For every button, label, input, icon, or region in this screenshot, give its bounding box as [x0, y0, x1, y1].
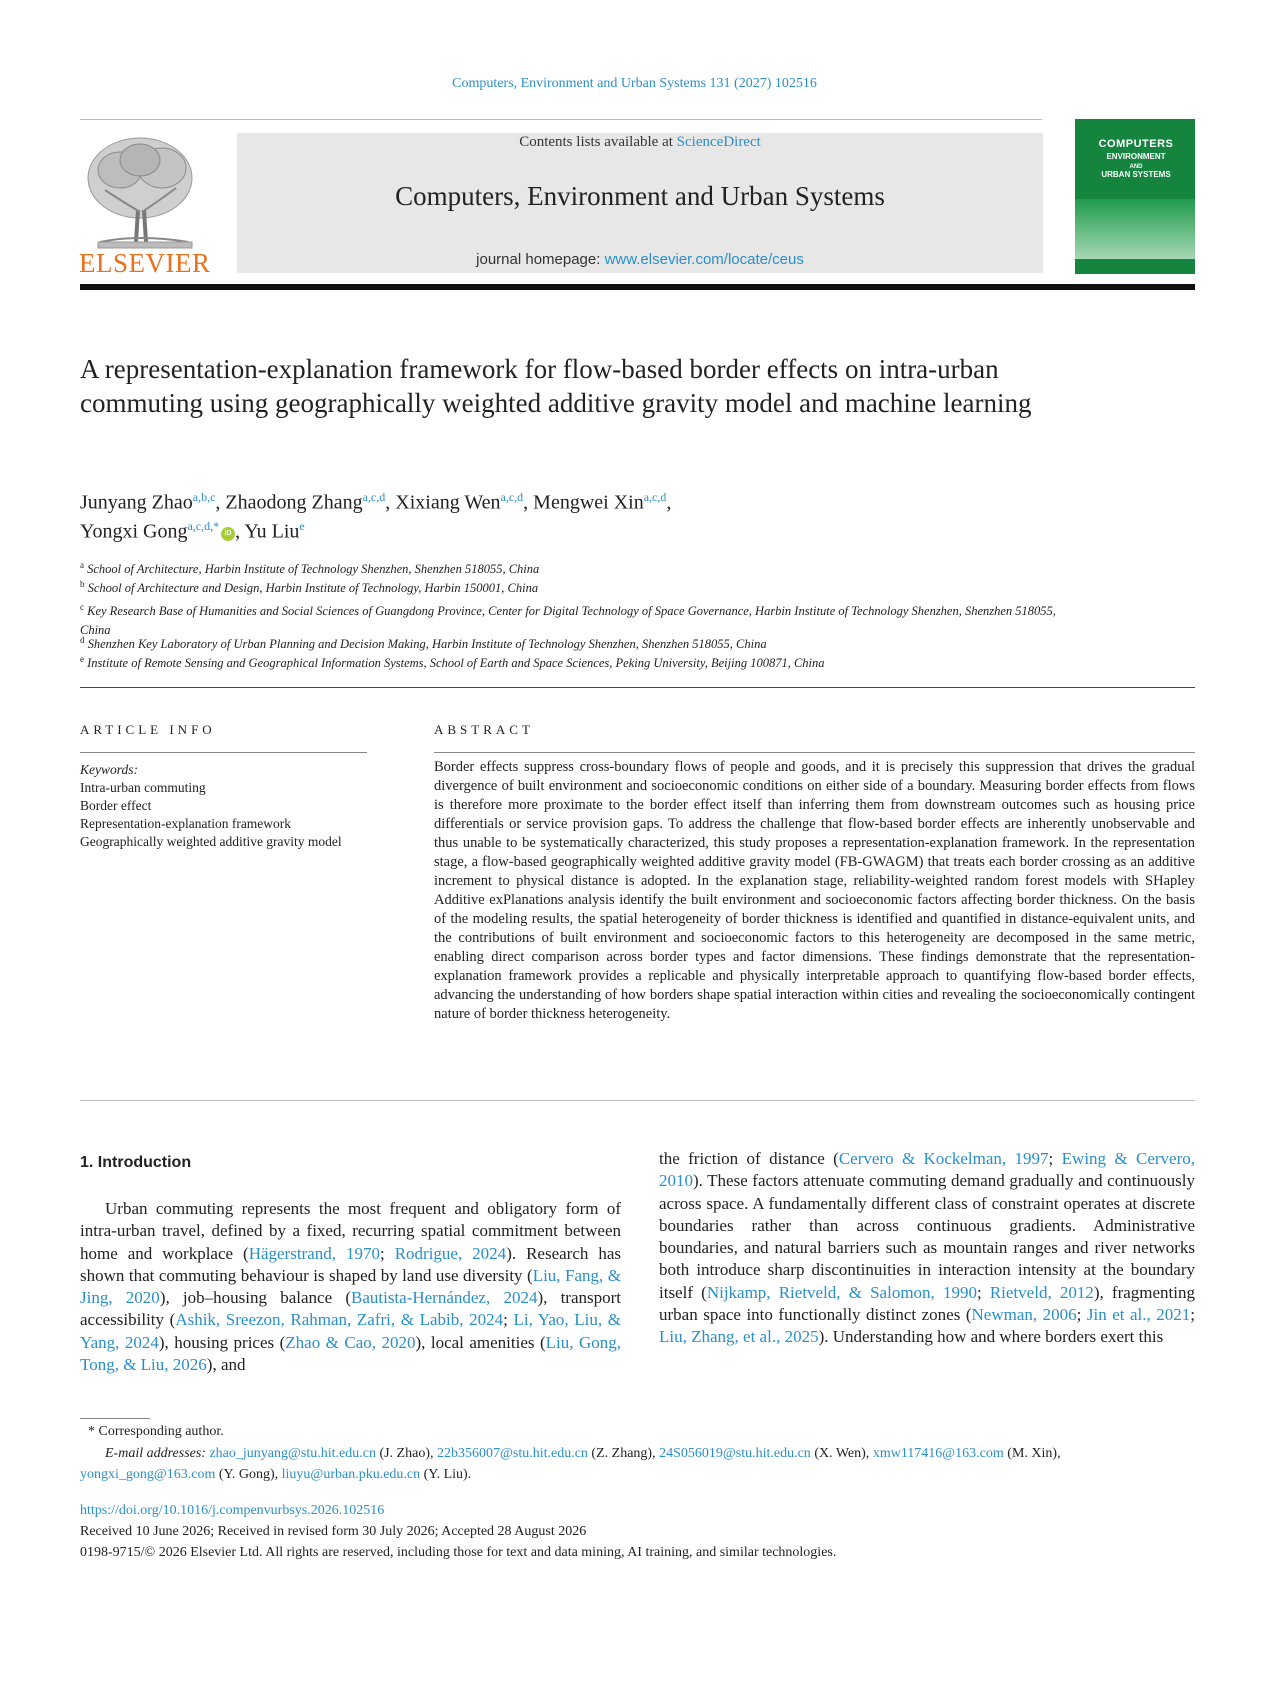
- article-info-rule: [80, 752, 367, 753]
- author-affiliation-marks[interactable]: a,c,d: [362, 490, 386, 504]
- author-affiliation-marks[interactable]: a,c,d: [643, 490, 667, 504]
- email-link[interactable]: liuyu@urban.pku.edu.cn: [281, 1467, 421, 1482]
- author-name[interactable]: Xixiang Wen: [395, 491, 501, 514]
- email-owner: (M. Xin),: [1003, 1446, 1061, 1461]
- email-owner: (Z. Zhang),: [587, 1446, 660, 1461]
- citation-link[interactable]: Newman, 2006: [971, 1305, 1077, 1325]
- author-name[interactable]: Yu Liu: [244, 520, 300, 543]
- citation-link[interactable]: Liu, Gong, Tong, & Liu, 2026: [80, 1332, 621, 1375]
- publisher-logo-text: ELSEVIER: [79, 248, 211, 278]
- copyright-line: 0198-9715/© 2026 Elsevier Ltd. All rights are reserved, including those for text and data mining, AI training, and similar technologies.: [80, 1545, 837, 1560]
- article-info-heading: ARTICLE INFO: [80, 722, 216, 737]
- author-affiliation-marks[interactable]: a,b,c: [192, 490, 216, 504]
- keyword-item: Geographically weighted additive gravity model: [80, 834, 342, 849]
- email-owner: (J. Zhao),: [375, 1446, 437, 1461]
- keyword-item: Intra-urban commuting: [80, 780, 206, 795]
- received-dates: Received 10 June 2026; Received in revised form 30 July 2026; Accepted 28 August 2026: [80, 1524, 587, 1539]
- cover-title-line2: ENVIRONMENT: [1106, 152, 1166, 161]
- citation-link[interactable]: Hägerstrand, 1970: [248, 1243, 380, 1263]
- abstract-bottom-rule: [80, 1100, 1195, 1101]
- body-text: ;: [1190, 1305, 1195, 1325]
- intro-paragraph-col1: [80, 1198, 621, 1376]
- corresponding-author-note: * Corresponding author.: [88, 1424, 224, 1439]
- body-text: ), local amenities (: [415, 1332, 546, 1352]
- journal-homepage-link[interactable]: www.elsevier.com/locate/ceus: [604, 251, 804, 268]
- body-text: ), and: [206, 1355, 246, 1375]
- journal-cover-thumbnail[interactable]: [1075, 119, 1195, 274]
- body-text: ;: [1076, 1305, 1087, 1325]
- cover-image-strip: [1075, 199, 1195, 259]
- section-divider: [80, 687, 1195, 688]
- sciencedirect-link[interactable]: ScienceDirect: [676, 134, 761, 150]
- email-link[interactable]: zhao_junyang@stu.hit.edu.cn: [209, 1446, 376, 1461]
- citation-link[interactable]: Zhao & Cao, 2020: [285, 1332, 416, 1352]
- author-name[interactable]: Mengwei Xin: [533, 491, 644, 514]
- keywords-label: Keywords:: [80, 762, 138, 777]
- body-text: the friction of distance (: [659, 1149, 839, 1168]
- journal-reference-link[interactable]: Computers, Environment and Urban Systems 131 (2027) 102516: [452, 76, 817, 91]
- citation-link[interactable]: Rietveld, 2012: [989, 1282, 1094, 1302]
- author-affiliation-marks[interactable]: a,c,d,*: [187, 519, 220, 533]
- body-text: ). Understanding how and where borders exert this: [818, 1327, 1164, 1347]
- citation-link[interactable]: Liu, Zhang, et al., 2025: [659, 1327, 819, 1347]
- citation-link[interactable]: Bautista-Hernández, 2024: [350, 1288, 538, 1308]
- author-name[interactable]: Zhaodong Zhang: [225, 491, 363, 514]
- body-text: ), transport accessibility (: [80, 1288, 622, 1330]
- email-link[interactable]: 22b356007@stu.hit.edu.cn: [436, 1446, 588, 1461]
- citation-link[interactable]: Ewing & Cervero, 2010: [659, 1149, 1196, 1191]
- author-affiliation-marks[interactable]: a,c,d: [500, 490, 524, 504]
- affiliation: $^b$ School of Architecture and Design, Harbin Institute of Technology, Harbin 150001, China: [80, 579, 539, 596]
- body-text: ). Research has shown that commuting behaviour is shaped by land use diversity (: [80, 1243, 621, 1285]
- body-text: ), job–housing balance (: [159, 1288, 351, 1308]
- author-list-line2: Yongxi Gong$^{a,c,d,*}$iD , Yu Liu$^e$: [80, 519, 305, 543]
- abstract-heading: ABSTRACT: [434, 722, 534, 737]
- affiliation: $^a$ School of Architecture, Harbin Institute of Technology Shenzhen, Shenzhen 518055, China: [80, 560, 540, 577]
- doi-link[interactable]: https://doi.org/10.1016/j.compenvurbsys.2026.102516: [80, 1503, 385, 1518]
- body-text: Urban commuting represents the most frequent and obligatory form of intra-urban travel, defined by a fixed, recurring spatial commitment between home and workplace (: [80, 1199, 621, 1263]
- orcid-icon[interactable]: iD: [221, 527, 235, 541]
- keyword-item: Border effect: [80, 798, 152, 813]
- body-text: ;: [503, 1310, 514, 1330]
- keyword-item: Representation-explanation framework: [80, 816, 292, 831]
- author-affiliation-marks[interactable]: e: [299, 519, 305, 533]
- introduction-heading: 1. Introduction: [80, 1154, 192, 1171]
- header-top-rule: [80, 119, 1042, 120]
- citation-link[interactable]: Liu, Fang, & Jing, 2020: [80, 1265, 621, 1308]
- email-link[interactable]: xmw117416@163.com: [872, 1446, 1004, 1461]
- email-owner: (Y. Gong),: [215, 1467, 282, 1482]
- author-name[interactable]: Yongxi Gong: [80, 520, 188, 543]
- header-thick-rule: [80, 284, 1195, 290]
- body-text: ), fragmenting urban space into functionally distinct zones (: [659, 1282, 1196, 1325]
- body-text: ;: [379, 1243, 395, 1263]
- citation-link[interactable]: Rodrigue, 2024: [394, 1243, 507, 1263]
- affiliation: $^c$ Key Research Base of Humanities and Social Sciences of Guangdong Province, Center for Digital Technology of Space Governance, Harbin Institute of Technology Shenzhen, Shenzhen 518055, China: [80, 602, 1056, 638]
- email-owner: (X. Wen),: [810, 1446, 873, 1461]
- citation-link[interactable]: Cervero & Kockelman, 1997: [838, 1149, 1049, 1168]
- citation-link[interactable]: Nijkamp, Rietveld, & Salomon, 1990: [706, 1282, 977, 1302]
- body-text: ), housing prices (: [158, 1332, 286, 1352]
- affiliation: $^e$ Institute of Remote Sensing and Geographical Information Systems, School of Earth and Space Sciences, Peking University, Beijing 100871, China: [80, 654, 825, 671]
- intro-paragraph-col2: [659, 1148, 1195, 1349]
- journal-title: Computers, Environment and Urban Systems: [395, 181, 885, 211]
- citation-link[interactable]: Jin et al., 2021: [1086, 1305, 1191, 1325]
- body-text: ;: [1048, 1149, 1062, 1168]
- cover-title-line1: COMPUTERS: [1098, 138, 1174, 150]
- author-name[interactable]: Junyang Zhao: [80, 491, 193, 514]
- footnote-rule: [80, 1418, 150, 1419]
- email-owner: (Y. Liu).: [420, 1467, 472, 1482]
- abstract-rule: [434, 752, 1195, 753]
- email-addresses: E-mail addresses: zhao_junyang@stu.hit.edu.cn (J. Zhao), 22b356007@stu.hit.edu.cn (Z. Zhang), 24S056019@stu.hit.edu.cn (X. Wen), xmw117416@163.com (M. Xin), yongxi_gong@163.com (Y. Gong), liuyu@urban.pku.edu.cn (Y. Liu).: [80, 1446, 1061, 1482]
- email-link[interactable]: yongxi_gong@163.com: [80, 1467, 216, 1482]
- author-list-line1: Junyang Zhao$^{a,b,c}$, Zhaodong Zhang$^{a,c,d}$, Xixiang Wen$^{a,c,d}$, Mengwei Xin$^{a,c,d}$,: [80, 490, 672, 514]
- citation-link[interactable]: Li, Yao, Liu, & Yang, 2024: [80, 1310, 621, 1352]
- affiliation: $^d$ Shenzhen Key Laboratory of Urban Planning and Decision Making, Harbin Institute of Technology Shenzhen, Shenzhen 518055, China: [80, 635, 767, 652]
- cover-title-line4: URBAN SYSTEMS: [1101, 170, 1171, 179]
- body-text: ;: [976, 1282, 990, 1302]
- body-text: ). These factors attenuate commuting demand gradually and continuously across space. A fundamentally different class of constraint operates at discrete boundaries rather than across continuous gradients. Administrative boundaries, and natural barriers such as mountain ranges and river networks both introduce sharp discontinuities in interaction intensity at the boundary itself (: [659, 1171, 1195, 1302]
- keywords-block: [80, 761, 380, 851]
- cover-title-line3: AND: [1129, 164, 1143, 170]
- abstract-text: Border effects suppress cross-boundary flows of people and goods, and it is precisely this suppression that drives the gradual divergence of built environment and socioeconomic conditions on either side of a boundary. Measuring border effects from flows is therefore more proximate to the border effect itself than inferring them from downstream outcomes such as housing price differentials or service provision gaps. To address the challenge that flow-based border effects are inherently unobservable and thus unable to be systematically characterized, this study proposes a representation-explanation framework. In the representation stage, a flow-based geographically weighted additive gravity model (FB-GWAGM) that treats each border crossing as an additive increment to physical distance is adopted. In the explanation stage, reliability-weighted random forest models with SHapley Additive exPlanations analysis identify the built environment and socioeconomic factors affecting border thickness. On the basis of the modeling results, the spatial heterogeneity of border thickness is identified and quantified in distance-equivalent units, and the contributions of built environment and socioeconomic factors to this heterogeneity are decomposed in the same metric, enabling direct comparison across border types and factor dimensions. These findings demonstrate that the representation-explanation framework provides a replicable and physically interpretable approach to quantifying flow-based border effects, advancing the understanding of how borders shape spatial interaction within cities and revealing the socioeconomically contingent nature of border thickness heterogeneity.: [434, 759, 1195, 1022]
- email-link[interactable]: 24S056019@stu.hit.edu.cn: [659, 1446, 811, 1461]
- journal-homepage-line: journal homepage: www.elsevier.com/locate/ceus: [476, 251, 804, 268]
- contents-available-line: Contents lists available at ScienceDirect: [519, 134, 761, 150]
- citation-link[interactable]: Ashik, Sreezon, Rahman, Zafri, & Labib, 2024: [175, 1310, 504, 1330]
- article-title: A representation-explanation framework for flow-based border effects on intra-urban commuting using geographically weighted additive gravity model and machine learning: [80, 354, 1032, 418]
